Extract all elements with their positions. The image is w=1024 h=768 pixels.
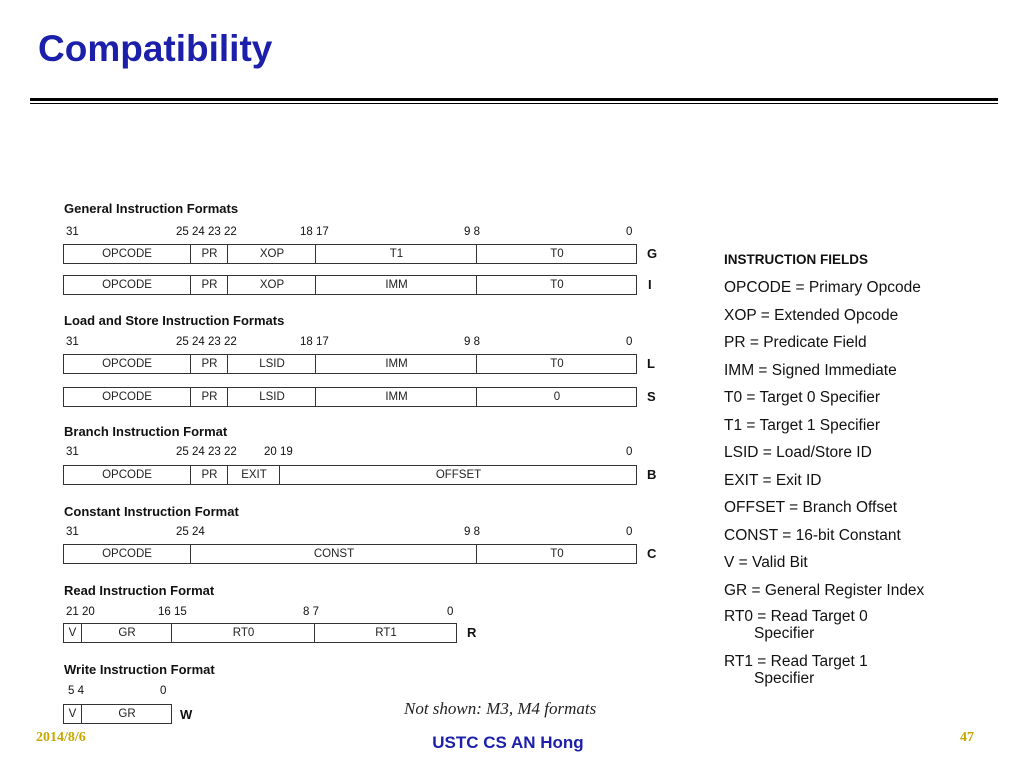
field-cell: PR (190, 388, 228, 406)
bit-label: 25 24 (176, 526, 205, 538)
field-cell: EXIT (227, 466, 280, 484)
legend-item: XOP = Extended Opcode (724, 306, 899, 324)
legend-item: V = Valid Bit (724, 554, 808, 571)
field-cell: OPCODE (102, 358, 152, 370)
format-row-c (63, 544, 637, 564)
field-cell: V (68, 627, 77, 639)
field-cell: PR (190, 355, 228, 373)
legend-item: T0 = Target 0 Specifier (724, 389, 881, 406)
legend-item-first: RT1 = Read Target 1 (724, 653, 868, 670)
legend-item: CONST = 16-bit Constant (724, 526, 901, 544)
footer-author (0, 733, 1024, 753)
bit-label: 20 19 (264, 446, 293, 458)
format-letter: L (647, 356, 655, 371)
field-cell: XOP (227, 245, 316, 263)
legend-item: PR = Predicate Field (724, 334, 867, 351)
format-row-b (63, 465, 637, 485)
bit-label: 0 (447, 606, 454, 618)
bit-label: 25 24 23 22 (176, 446, 237, 458)
bit-label: 0 (626, 336, 633, 348)
legend-item-cont: Specifier (754, 625, 815, 642)
format-letter: I (648, 277, 652, 292)
format-row-w (63, 704, 172, 724)
field-cell: RT1 (314, 624, 457, 642)
bit-label: 0 (160, 685, 167, 697)
bit-label: 9 8 (464, 226, 480, 238)
footer-date: 2014/8/6 (36, 730, 86, 745)
field-cell: IMM (315, 355, 477, 373)
field-cell: GR (81, 624, 172, 642)
legend-item: EXIT = Exit ID (724, 471, 822, 489)
format-letter: S (647, 389, 656, 404)
field-cell: CONST (190, 545, 477, 563)
bit-label: 18 17 (300, 336, 329, 348)
bit-label: 16 15 (158, 606, 187, 618)
format-letter: R (467, 625, 477, 640)
bit-label: 25 24 23 22 (176, 226, 237, 238)
bit-label: 21 20 (66, 606, 95, 618)
field-cell: OPCODE (102, 469, 152, 481)
field-cell: PR (190, 466, 228, 484)
field-cell: 0 (476, 388, 637, 406)
field-cell: IMM (315, 388, 477, 406)
field-cell: V (68, 708, 77, 720)
field-cell: IMM (315, 276, 477, 294)
legend-item: IMM = Signed Immediate (724, 361, 897, 379)
field-cell: OPCODE (102, 248, 152, 260)
bit-label: 31 (66, 336, 79, 348)
format-row-r (63, 623, 457, 643)
slide-title: Compatibility (38, 28, 273, 69)
bit-label: 18 17 (300, 226, 329, 238)
bit-label: 9 8 (464, 526, 480, 538)
bit-label: 0 (626, 526, 633, 538)
legend-item (724, 653, 1014, 698)
format-letter: C (647, 546, 657, 561)
field-cell: OFFSET (279, 466, 637, 484)
legend-item: OPCODE = Primary Opcode (724, 279, 921, 296)
format-row-i (63, 275, 637, 295)
section-heading-constant: Constant Instruction Format (64, 504, 239, 519)
legend-item (724, 608, 1014, 653)
legend-item: LSID = Load/Store ID (724, 444, 872, 461)
field-cell: LSID (227, 355, 316, 373)
field-cell: PR (190, 276, 228, 294)
legend-item-cont: Specifier (754, 670, 815, 687)
section-heading-write: Write Instruction Format (64, 662, 215, 677)
field-cell: GR (81, 705, 172, 723)
bit-label: 0 (626, 226, 633, 238)
bit-label: 31 (66, 446, 79, 458)
title-rule (30, 98, 998, 101)
field-cell: T1 (315, 245, 477, 263)
bit-label: 8 7 (303, 606, 319, 618)
format-letter: B (647, 467, 657, 482)
legend-item: T1 = Target 1 Specifier (724, 416, 881, 434)
field-cell: OPCODE (102, 548, 152, 560)
legend-item: GR = General Register Index (724, 581, 925, 599)
field-cell: RT0 (171, 624, 315, 642)
title-rule-thin (30, 103, 998, 104)
field-cell: LSID (227, 388, 316, 406)
format-row-g (63, 244, 637, 264)
format-row-l (63, 354, 637, 374)
bit-label: 0 (626, 446, 633, 458)
field-cell: T0 (476, 355, 637, 373)
field-cell: OPCODE (102, 279, 152, 291)
field-cell: XOP (227, 276, 316, 294)
section-heading-branch: Branch Instruction Format (64, 424, 228, 439)
not-shown-note: Not shown: M3, M4 formats (404, 699, 597, 718)
field-cell: T0 (476, 545, 637, 563)
format-letter: G (647, 246, 658, 261)
field-cell: T0 (476, 276, 637, 294)
section-heading-general: General Instruction Formats (64, 201, 239, 216)
field-cell: PR (190, 245, 228, 263)
legend-item-first: RT0 = Read Target 0 (724, 608, 868, 625)
footer-author-text: USTC CS AN Hong (432, 733, 584, 752)
field-cell: OPCODE (102, 391, 152, 403)
legend-item: OFFSET = Branch Offset (724, 499, 898, 516)
bit-label: 25 24 23 22 (176, 336, 237, 348)
page-number: 47 (960, 730, 974, 745)
section-heading-read: Read Instruction Format (64, 583, 215, 598)
format-letter: W (180, 707, 193, 722)
format-row-s (63, 387, 637, 407)
field-cell: T0 (476, 245, 637, 263)
bit-label: 9 8 (464, 336, 480, 348)
bit-label: 5 4 (68, 685, 84, 697)
instruction-fields-legend (724, 250, 1014, 698)
bit-label: 31 (66, 226, 79, 238)
legend-heading: INSTRUCTION FIELDS (724, 252, 868, 267)
bit-label: 31 (66, 526, 79, 538)
section-heading-loadstore: Load and Store Instruction Formats (64, 313, 285, 328)
